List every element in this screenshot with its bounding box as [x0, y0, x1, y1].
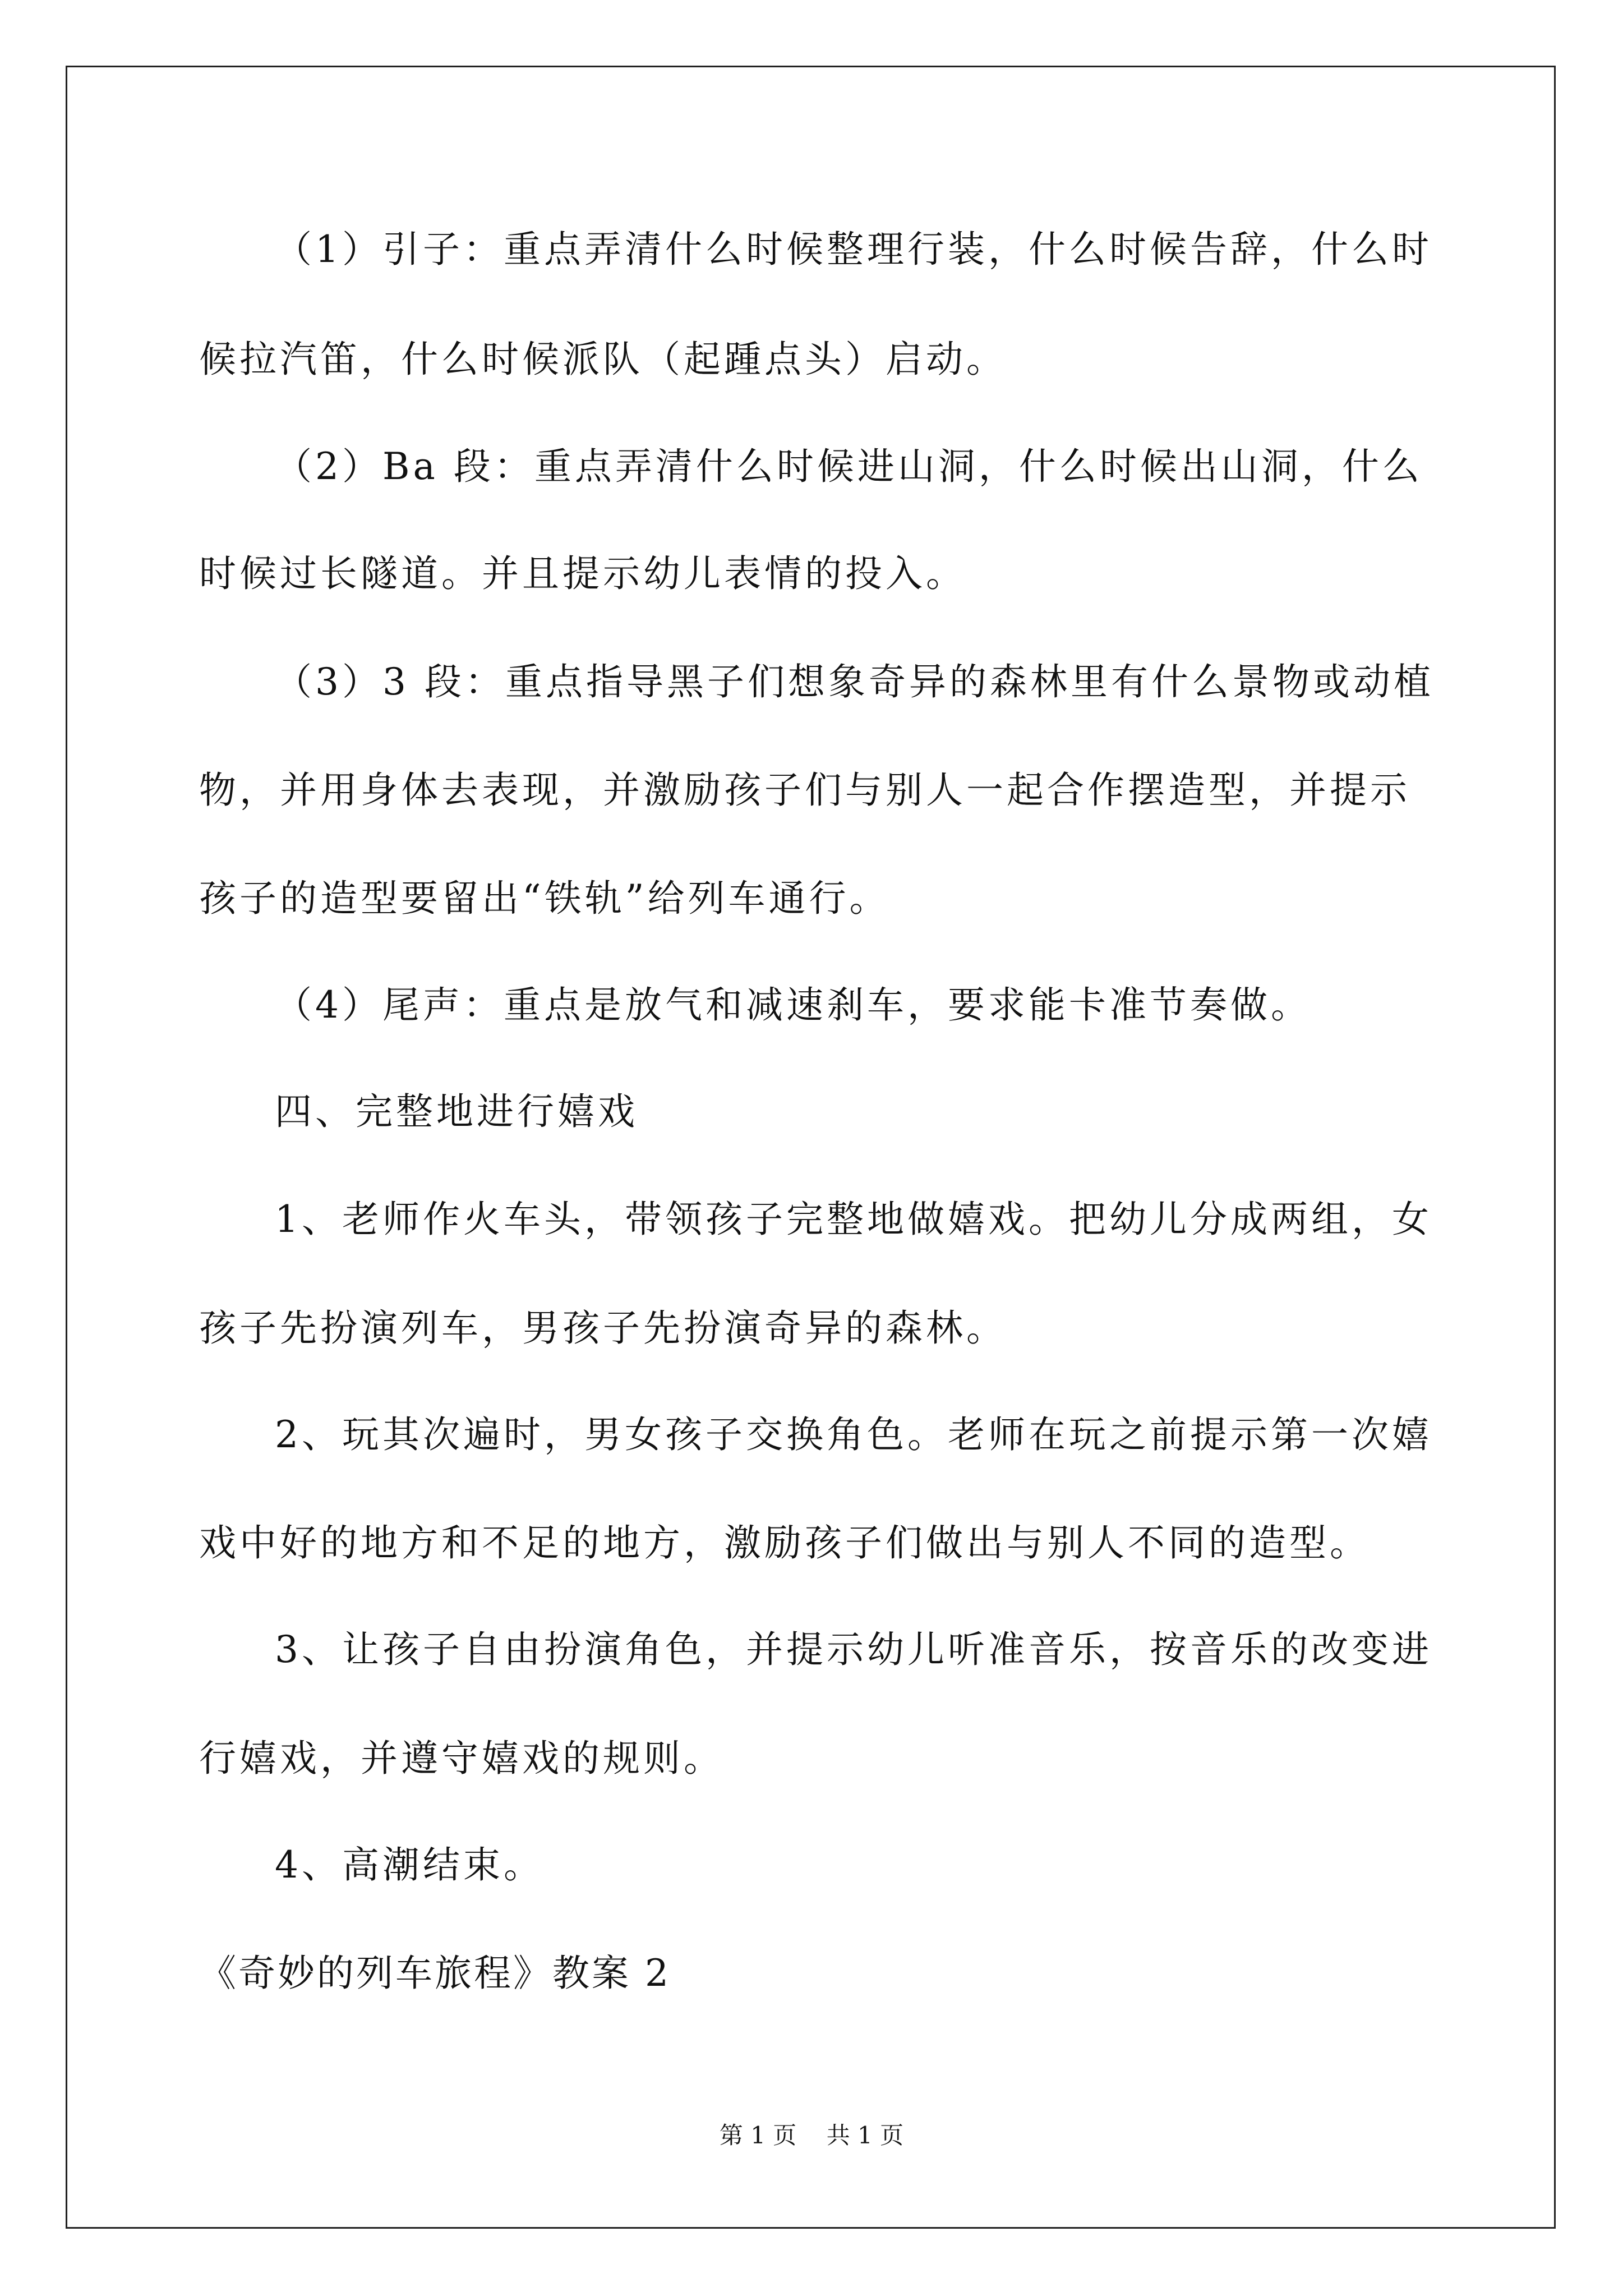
section-heading: 四、完整地进行嬉戏	[275, 1090, 638, 1133]
paragraph-line: （2）Ba 段：重点弄清什么时候进山洞，什么时候出山洞，什么	[275, 445, 1423, 488]
paragraph-line: （1）引子：重点弄清什么时候整理行装，什么时候告辞，什么时	[275, 228, 1432, 271]
paragraph-line: 时候过长隧道。并且提示幼儿表情的投入。	[199, 552, 966, 595]
list-item-line: 2、玩其次遍时，男女孩子交换角色。老师在玩之前提示第一次嬉	[275, 1413, 1432, 1456]
paragraph-line: 孩子的造型要留出“铁轨”给列车通行。	[199, 877, 890, 920]
list-item-line: 行嬉戏，并遵守嬉戏的规则。	[199, 1737, 724, 1780]
list-item-line: 3、让孩子自由扮演角色，并提示幼儿听准音乐，按音乐的改变进	[275, 1628, 1432, 1671]
paragraph-line: （3）3 段：重点指导黑子们想象奇异的森林里有什么景物或动植	[275, 660, 1434, 703]
list-item-line: 4、高潮结束。	[275, 1843, 544, 1887]
section-title: 《奇妙的列车旅程》教案 2	[199, 1952, 671, 1995]
paragraph-line: （4）尾声：重点是放气和减速刹车，要求能卡准节奏做。	[275, 983, 1311, 1027]
list-item-line: 孩子先扮演列车，男孩子先扮演奇异的森林。	[199, 1306, 1007, 1350]
paragraph-line: 物，并用身体去表现，并激励孩子们与别人一起合作摆造型，并提示	[199, 769, 1410, 812]
paragraph-line: 候拉汽笛，什么时候派队（起踵点头）启动。	[199, 338, 1007, 381]
page-border	[66, 66, 1556, 2229]
list-item-line: 戏中好的地方和不足的地方，激励孩子们做出与别人不同的造型。	[199, 1521, 1370, 1565]
page-footer: 第 1 页 共 1 页	[719, 2122, 904, 2149]
list-item-line: 1、老师作火车头，带领孩子完整地做嬉戏。把幼儿分成两组，女	[275, 1198, 1432, 1241]
